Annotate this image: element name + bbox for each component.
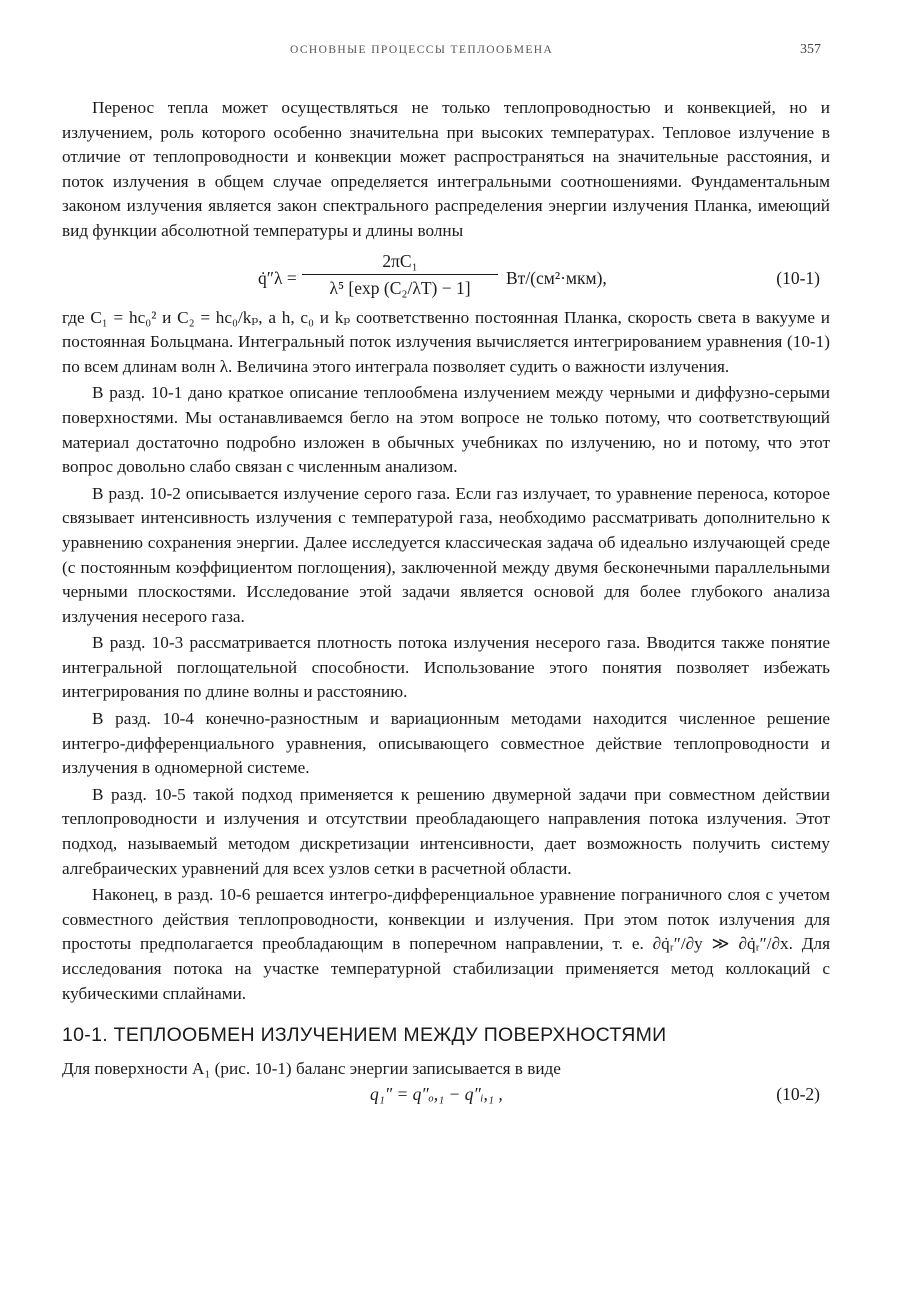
- equation-lhs: q̇″λ =: [258, 267, 297, 288]
- paragraph-section-10-6: Наконец, в разд. 10-6 решается интегро-дифференциальное уравнение пограничного слоя с учетом совместного действия теплопроводности, конвекции и излучения. При этом поток излучения для простоты предполагается преобладающим в поперечном направлении, т. е. ∂q̇ᵣ″/∂y ≫ ∂q̇ᵣ″/∂x. Для исследования потока на участке температурной стабилизации применяется метод коллокаций с кубическими сплайнами.: [62, 885, 830, 1003]
- page-number: 357: [800, 42, 821, 57]
- equation-body: q₁″ = q″ₒ,₁ − q″ᵢ,₁ ,: [370, 1083, 503, 1104]
- fraction-bar: [302, 274, 498, 275]
- equation-10-1: [62, 244, 830, 306]
- paragraph-section-10-2: В разд. 10-2 описывается излучение серого газа. Если газ излучает, то уравнение переноса, которое связывает интенсивность излучения с температурой газа, необходимо рассматривать дополнительно к уравнению сохранения энергии. Далее исследуется классическая задача об идеально излучающей среде (с постоянным коэффициентом поглощения), заключенной между двумя бесконечными параллельными черными плоскостями. Исследование этой задачи является основой для более глубокого анализа излучения несерого газа.: [62, 483, 830, 626]
- page-header: [0, 44, 897, 68]
- fraction-numerator: 2πC₁: [382, 250, 418, 271]
- equation-units: Вт/(см²·мкм),: [506, 267, 607, 288]
- section-heading: 10-1. ТЕПЛООБМЕН ИЗЛУЧЕНИЕМ МЕЖДУ ПОВЕРХНОСТЯМИ: [62, 1024, 667, 1047]
- equation-fraction: [302, 250, 498, 299]
- equation-number: (10-1): [776, 267, 820, 288]
- paragraph-section-10-5: В разд. 10-5 такой подход применяется к решению двумерной задачи при совместном действии теплопроводности и излучения и отсутствии преобладающего направления потока излучения. Этот подход, называемый методом дискретизации интенсивности, дает возможность получить систему алгебраических уравнений для всех узлов сетки в расчетной области.: [62, 784, 830, 878]
- paragraph-constants: где C₁ = hc₀² и C₂ = hc₀/kₚ, а h, c₀ и kₚ соответственно постоянная Планка, скорость света в вакууме и постоянная Больцмана. Интегральный поток излучения вычисляется интегрированием уравнения (10-1) по всем длинам волн λ. Величина этого интеграла позволяет судить о важности излучения.: [62, 307, 830, 376]
- equation-10-2: [62, 1082, 830, 1112]
- paragraph-section-10-4: В разд. 10-4 конечно-разностным и вариационным методами находится численное решение интегро-дифференциального уравнения, описывающего совместное действие теплопроводности и излучения в одномерной системе.: [62, 709, 830, 778]
- fraction-denominator: λ⁵ [exp (C₂/λT) − 1]: [329, 277, 471, 298]
- running-head: ОСНОВНЫЕ ПРОЦЕССЫ ТЕПЛООБМЕНА: [290, 44, 554, 56]
- paragraph-intro: Перенос тепла может осуществляться не только теплопроводностью и конвекцией, но и излучением, роль которого особенно значительна при высоких температурах. Тепловое излучение в отличие от теплопроводности и конвекции может распространяться на значительные расстояния, и поток излучения в общем случае определяется интегральными соотношениями. Фундаментальным законом излучения является закон спектрального распределения энергии излучения Планка, имеющий вид функции абсолютной температуры и длины волны: [62, 98, 830, 240]
- paragraph-energy-balance: Для поверхности A₁ (рис. 10-1) баланс энергии записывается в виде: [62, 1059, 561, 1079]
- equation-number: (10-2): [776, 1083, 820, 1104]
- body-text-top: [62, 96, 830, 1112]
- paragraph-section-10-3: В разд. 10-3 рассматривается плотность потока излучения несерого газа. Вводится также понятие интегральной поглощательной способности. Использование этого понятия позволяет избежать интегрирования по длине волны и расстоянию.: [62, 633, 830, 702]
- paragraph-section-10-1: В разд. 10-1 дано краткое описание теплообмена излучением между черными и диффузно-серыми поверхностями. Мы останавливаемся бегло на этом вопросе не только потому, что соответствующий материал достаточно подробно изложен в обычных учебниках по излучению, но и потому, что этот вопрос довольно слабо связан с численным анализом.: [62, 383, 830, 477]
